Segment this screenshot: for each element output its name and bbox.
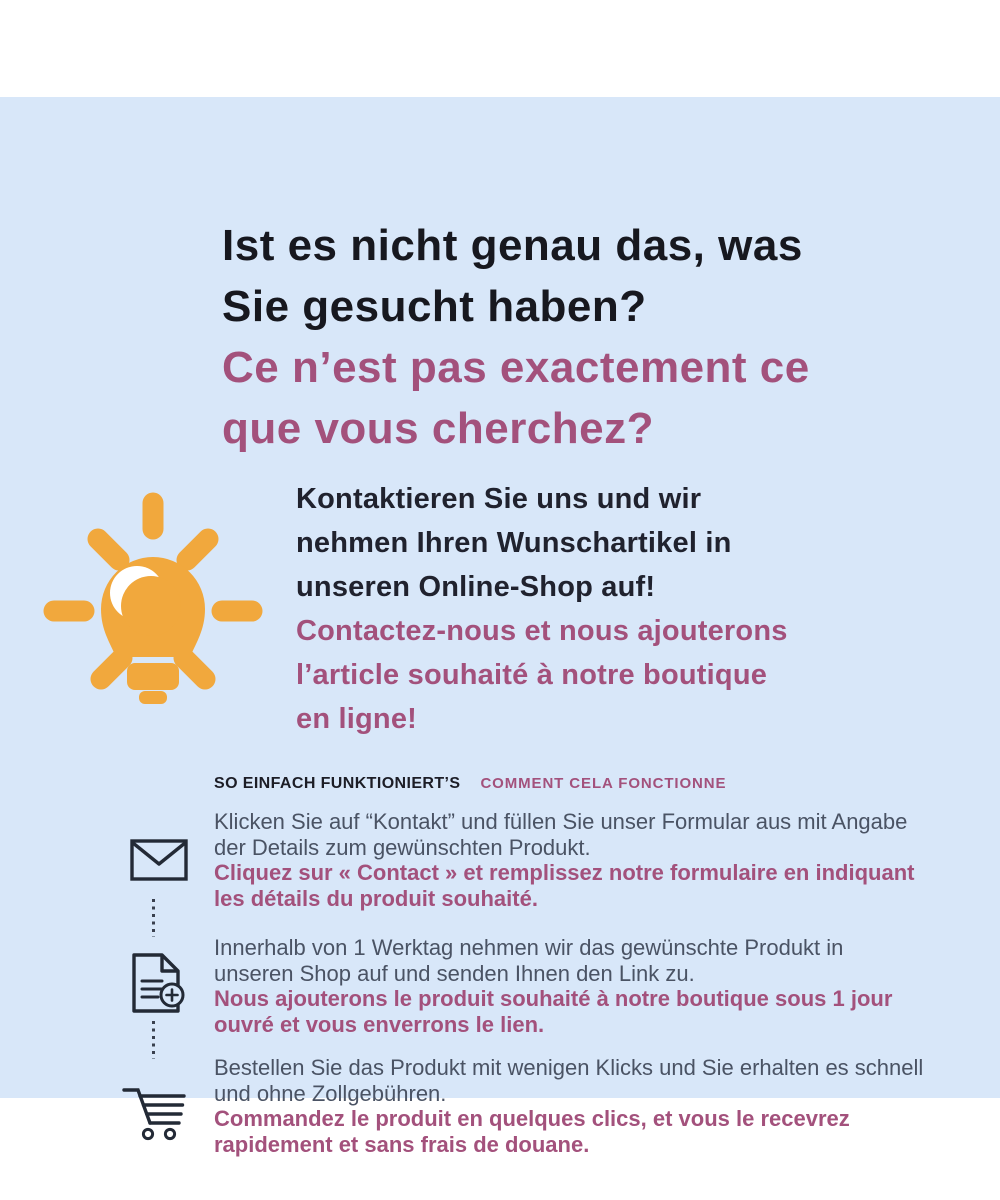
how-it-works-heading [214,775,726,793]
how-heading-fr: COMMENT CELA FONCTIONNE [480,775,727,792]
step1-fr-line1: Cliquez sur « Contact » et remplissez notre formulaire en indiquant [214,860,915,885]
step-2-text [214,935,892,1037]
intro-fr-line1: Contactez-nous et nous ajouterons [296,615,788,647]
step2-de-line1: Innerhalb von 1 Werktag nehmen wir das gewünschte Produkt in [214,935,844,960]
lightbulb-icon [40,489,270,729]
headline [222,215,810,459]
dotted-connector-1 [152,899,155,937]
intro-fr-line3: en ligne! [296,703,418,735]
step1-de-line1: Klicken Sie auf “Kontakt” und füllen Sie unser Formular aus mit Angabe [214,809,908,834]
headline-de-line2: Sie gesucht haben? [222,282,647,331]
step2-fr-line1: Nous ajouterons le produit souhaité à notre boutique sous 1 jour [214,986,893,1011]
intro-text [296,477,788,741]
headline-fr-line1: Ce n’est pas exactement ce [222,343,810,392]
step3-de-line2: und ohne Zollgebühren. [214,1080,447,1106]
step2-de-line2: unseren Shop auf und senden Ihnen den Link zu. [214,960,695,986]
step3-fr-line1: Commandez le produit en quelques clics, et vous le recevrez [214,1106,850,1131]
envelope-icon [130,839,188,886]
document-add-icon [128,953,188,1022]
dotted-connector-2 [152,1021,155,1059]
intro-de-line1: Kontaktieren Sie uns und wir [296,483,702,515]
how-heading-de: SO EINFACH FUNKTIONIERT’S [214,775,461,792]
headline-fr-line2: que vous cherchez? [222,404,655,453]
cart-icon [120,1083,190,1146]
step1-de-line2: der Details zum gewünschten Produkt. [214,834,591,860]
step3-fr-line2: rapidement et sans frais de douane. [214,1131,590,1157]
intro-de-line2: nehmen Ihren Wunschartikel in [296,527,732,559]
headline-de-line1: Ist es nicht genau das, was [222,221,803,270]
intro-de-line3: unseren Online-Shop auf! [296,571,656,603]
step-3-text [214,1055,923,1157]
step1-fr-line2: les détails du produit souhaité. [214,885,538,911]
step3-de-line1: Bestellen Sie das Produkt mit wenigen Klicks und Sie erhalten es schnell [214,1055,924,1080]
step2-fr-line2: ouvré et vous enverrons le lien. [214,1011,545,1037]
step-1-text [214,809,914,911]
blue-panel [0,97,1000,1157]
intro-fr-line2: l’article souhaité à notre boutique [296,659,768,691]
